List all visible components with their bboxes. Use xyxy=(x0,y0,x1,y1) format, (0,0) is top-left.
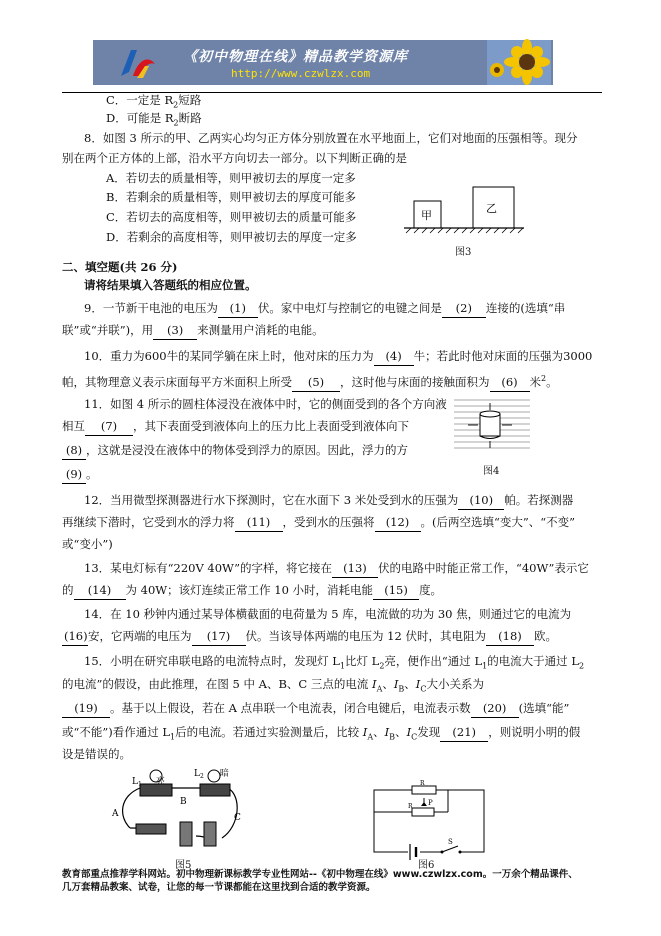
fig6-label-r1: R xyxy=(420,780,425,787)
blank-18[interactable]: (18) xyxy=(486,628,534,646)
blank-17[interactable]: (17) xyxy=(192,628,246,646)
q15-line4: 或“不能”)看作通过 $L_1$后的电流。若通过实验测量后，比较 $I_A$、$I_B$、$I_C$发现 (21) ，则说明小明的假 xyxy=(62,725,581,742)
blank-8[interactable]: (8) xyxy=(62,442,86,460)
svg-text:L2暗: $L_2$ 暗 xyxy=(194,769,229,780)
q12-line2: 再继续下潜时，它受到水的浮力将 (11) ，受到水的压强将 (12) 。(后两空选填“变大”、“不变” xyxy=(62,514,575,532)
blank-10[interactable]: (10) xyxy=(458,492,504,510)
fig5-label-b: B xyxy=(180,797,187,807)
q8-option-b: B．若剩余的质量相等，则甲被切去的厚度可能多 xyxy=(106,190,356,204)
header-banner xyxy=(93,40,553,85)
blank-3[interactable]: (3) xyxy=(153,322,197,340)
page-footer xyxy=(62,868,602,894)
q13-line1: 13．某电灯标有“220V 40W”的字样，将它接在 (13) 伏的电路中时能正常工作，“40W”表示它 xyxy=(84,560,589,578)
blank-14[interactable]: (14) xyxy=(74,582,126,600)
sunflower-icon xyxy=(487,40,551,85)
blank-13[interactable]: (13) xyxy=(332,560,378,578)
figure-6 xyxy=(372,780,488,862)
blank-11[interactable]: (11) xyxy=(235,514,283,532)
footer-line2: 几万套精品教案、试卷，让您的每一节课都能在这里找到合适的教学资源。 xyxy=(62,882,376,893)
q11-line3: (8) ，这就是浸没在液体中的物体受到浮力的原因。因此，浮力的方 xyxy=(62,442,408,460)
fig6-label-s: S xyxy=(448,838,453,846)
blank-20[interactable]: (20) xyxy=(471,700,519,718)
figure-3 xyxy=(400,180,530,240)
fig4-caption: 图4 xyxy=(483,466,500,477)
q15-line3: (19) 。基于以上假设，若在 A 点串联一个电流表，闭合电键后，电流表示数 (20) (选填“能” xyxy=(62,700,569,718)
q13-line2: 的 (14) 为 40W；该灯连续正常工作 10 小时，消耗电能 (15) 度。 xyxy=(62,582,442,600)
q10-line2: 帕，其物理意义表示床面每平方米面积上所受 (5) ，这时他与床面的接触面积为 (6) 米$^2$。 xyxy=(62,370,558,392)
q10-line1: 10．重力为600牛的某同学躺在床上时，他对床的压力为 (4) 牛；若此时他对床面的压强为3000 xyxy=(84,348,592,366)
section-title: 二、填空题(共 26 分) xyxy=(62,260,178,274)
q8-option-c: C．若切去的高度相等，则甲被切去的质量可能多 xyxy=(106,210,357,224)
banner-title: 《初中物理在线》精品教学资源库 xyxy=(183,49,408,65)
svg-text:L1亮: $L_1$ 亮 xyxy=(132,777,165,788)
blank-15[interactable]: (15) xyxy=(373,582,419,600)
q7-option-c: C．一定是 $R_2$短路 xyxy=(106,93,202,110)
blank-9[interactable]: (9) xyxy=(62,466,86,484)
blank-6[interactable]: (6) xyxy=(490,374,530,392)
fig6-caption: 图6 xyxy=(418,860,435,871)
q11-line2: 相互 (7) ，其下表面受到液体向上的压力比上表面受到液体向下 xyxy=(62,418,409,436)
fig6-label-p: P xyxy=(428,799,433,807)
q9-line1: 9．一节新干电池的电压为 (1) 伏。家中电灯与控制它的电键之间是 (2) 连接的(选填“串 xyxy=(84,300,565,318)
q8-stem-line2: 别在两个正方体的上部，沿水平方向切去一部分。以下判断正确的是 xyxy=(62,151,407,165)
q14-line1: 14．在 10 秒钟内通过某导体横截面的电荷量为 5 库，电流做的功为 30 焦，则通过它的电流为 xyxy=(84,607,572,621)
blank-5[interactable]: (5) xyxy=(292,374,340,392)
section-instruction: 请将结果填入答题纸的相应位置。 xyxy=(84,278,257,292)
fig3-label-jia: 甲 xyxy=(421,209,432,222)
banner-url: http://www.czwlzx.com xyxy=(231,67,371,80)
q8-option-a: A．若切去的质量相等，则甲被切去的厚度一定多 xyxy=(106,171,356,185)
blank-1[interactable]: (1) xyxy=(218,300,258,318)
blank-7[interactable]: (7) xyxy=(85,418,133,436)
q11-line1: 11．如图 4 所示的圆柱体浸没在液体中时，它的侧面受到的各个方向液 xyxy=(84,397,447,411)
footer-line1: 教育部重点推荐学科网站。初中物理新课标教学专业性网站--《初中物理在线》www.czwlzx.com。一万余个精品课件、 xyxy=(62,869,578,880)
q7-option-d: D．可能是 $R_2$断路 xyxy=(106,111,202,128)
fig3-label-yi: 乙 xyxy=(486,202,497,215)
q8-option-d: D．若剩余的高度相等，则甲被切去的厚度一定多 xyxy=(106,230,357,244)
q9-line2: 联”或“并联”)，用 (3) 来测量用户消耗的电能。 xyxy=(62,322,324,340)
blank-4[interactable]: (4) xyxy=(374,348,414,366)
q12-line3: 或“变小”) xyxy=(62,537,113,551)
fig6-label-r2: R xyxy=(408,803,413,810)
q15-line2: 的电流”的假设，由此推理，在图 5 中 A、B、C 三点的电流 $I_A$、$I_B$、$I_C$大小关系为 xyxy=(62,677,484,694)
blank-19[interactable]: (19) xyxy=(62,700,110,718)
figure-5 xyxy=(110,766,245,862)
site-logo-icon xyxy=(115,44,159,82)
blank-12[interactable]: (12) xyxy=(375,514,421,532)
blank-16[interactable]: (16) xyxy=(62,628,88,646)
figure-4 xyxy=(452,396,532,458)
q15-line1: 15．小明在研究串联电路的电流特点时，发现灯 $L_1$比灯 $L_2$亮，便作出“通过 $L_1$的电流大于通过 $L_2$ xyxy=(84,654,585,671)
fig5-label-a: A xyxy=(112,809,119,819)
q14-line2: (16)安，它两端的电压为 (17) 伏。当该导体两端的电压为 12 伏时，其电阻为 (18) 欧。 xyxy=(62,628,557,646)
fig5-caption: 图5 xyxy=(175,860,192,871)
q11-line4: (9) 。 xyxy=(62,466,98,484)
blank-21[interactable]: (21) xyxy=(440,724,488,742)
fig3-caption: 图3 xyxy=(455,247,472,258)
blank-2[interactable]: (2) xyxy=(442,300,486,318)
q15-line5: 设是错误的。 xyxy=(62,747,131,761)
fig5-label-c: C xyxy=(234,813,241,823)
q8-stem-line1: 8．如图 3 所示的甲、乙两实心均匀正方体分别放置在水平地面上，它们对地面的压强相等。现分 xyxy=(84,131,578,145)
q12-line1: 12．当用微型探测器进行水下探测时，它在水面下 3 米处受到水的压强为 (10) 帕。若探测器 xyxy=(84,492,573,510)
